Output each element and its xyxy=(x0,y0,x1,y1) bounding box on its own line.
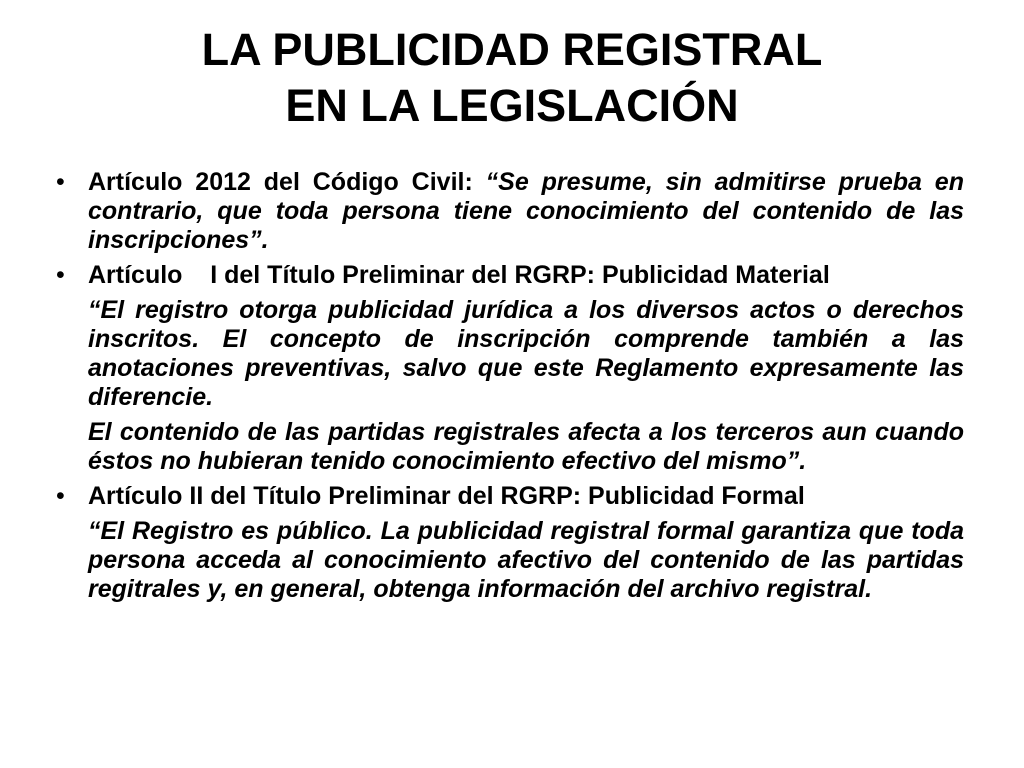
bullet-dot: • xyxy=(56,261,65,289)
bullet-article-2012 xyxy=(56,168,964,255)
title-line-2: EN LA LEGISLACIÓN xyxy=(285,80,739,131)
slide-title xyxy=(0,22,1024,134)
quote-publicidad-material-1: “El registro otorga publicidad jurídica a los diversos actos o derechos inscritos. El concepto de inscripción comprende también a las anotaciones preventivas, salvo que este Reglamento expresamente las diferencie. xyxy=(88,296,964,411)
bullet-dot: • xyxy=(56,482,65,510)
slide-body xyxy=(56,168,964,610)
bullet-article-ii xyxy=(56,482,964,511)
bullet-dot: • xyxy=(56,168,65,196)
bullet-lead: Artículo I del Título Preliminar del RGRP: Publicidad Material xyxy=(88,261,830,289)
bullet-lead: Artículo II del Título Preliminar del RGRP: Publicidad Formal xyxy=(88,482,805,510)
quote-publicidad-formal: “El Registro es público. La publicidad registral formal garantiza que toda persona acceda al conocimiento afectivo del contenido de las partidas regitrales y, en general, obtenga información del archivo registral. xyxy=(88,517,964,603)
quote-publicidad-material-2: El contenido de las partidas registrales afecta a los terceros aun cuando éstos no hubieran tenido conocimiento efectivo del mismo”. xyxy=(88,418,964,475)
title-line-1: LA PUBLICIDAD REGISTRAL xyxy=(201,24,823,75)
bullet-lead: Artículo 2012 del Código Civil: xyxy=(88,168,486,196)
bullet-quote: “Se presume, sin admitirse prueba en contrario, que toda persona tiene conocimiento del contenido de las inscripciones”. xyxy=(88,168,964,254)
bullet-article-i xyxy=(56,261,964,290)
